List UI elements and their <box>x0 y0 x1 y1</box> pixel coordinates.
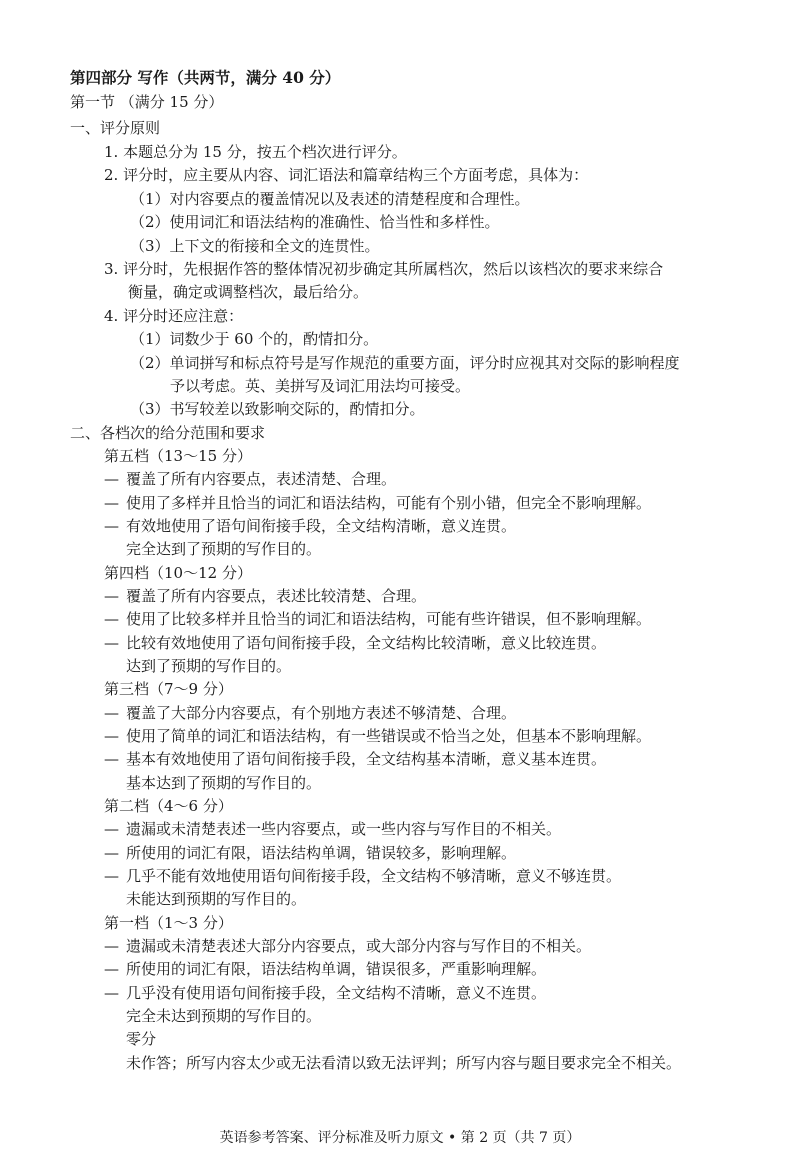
bullet-text: 所使用的词汇有限，语法结构单调，错误很多，严重影响理解。 <box>126 960 547 978</box>
bullet-text: 使用了比较多样并且恰当的词汇和语法结构，可能有些许错误，但不影响理解。 <box>126 610 652 628</box>
principles-heading: 一、评分原则 <box>70 119 161 137</box>
level-5-bullet-3 <box>104 515 516 537</box>
level-2-heading: 第二档（4～6 分） <box>104 797 233 815</box>
level-1-bullet-1 <box>104 935 591 957</box>
dash-marker: — <box>104 494 119 512</box>
level-4-bullet-1 <box>104 585 426 607</box>
bullet-text: 几乎不能有效地使用语句间衔接手段，全文结构不够清晰，意义不够连贯。 <box>126 867 622 885</box>
dash-marker: — <box>104 704 119 722</box>
bullet-text: 几乎没有使用语句间衔接手段，全文结构不清晰，意义不连贯。 <box>126 984 547 1002</box>
bullet-text: 使用了简单的词汇和语法结构，有一些错误或不恰当之处，但基本不影响理解。 <box>126 727 652 745</box>
dash-marker: — <box>104 960 119 978</box>
bullet-text: 基本有效地使用了语句间衔接手段，全文结构基本清晰，意义基本连贯。 <box>126 750 607 768</box>
level-4-heading: 第四档（10～12 分） <box>104 564 252 582</box>
level-5-result: 完全达到了预期的写作目的。 <box>126 540 322 558</box>
level-1-bullet-2 <box>104 958 546 980</box>
level-1-heading: 第一档（1～3 分） <box>104 914 233 932</box>
level-zero-heading: 零分 <box>126 1030 157 1048</box>
bullet-text: 所使用的词汇有限，语法结构单调，错误较多，影响理解。 <box>126 844 517 862</box>
principle-item-4: 4. 评分时还应注意： <box>104 307 244 325</box>
section-heading: 第一节 （满分 15 分） <box>70 93 224 111</box>
level-2-bullet-1 <box>104 818 561 840</box>
dash-marker: — <box>104 750 119 768</box>
dash-marker: — <box>104 517 119 535</box>
level-zero-desc: 未作答；所写内容太少或无法看清以致无法评判；所写内容与题目要求完全不相关。 <box>126 1054 682 1072</box>
principle-item-4-sub-2-cont: 予以考虑。英、美拼写及词汇用法均可接受。 <box>170 377 471 395</box>
level-5-bullet-2 <box>104 492 651 514</box>
level-4-bullet-3 <box>104 632 606 654</box>
dash-marker: — <box>104 937 119 955</box>
dash-marker: — <box>104 610 119 628</box>
level-5-bullet-1 <box>104 468 396 490</box>
dash-marker: — <box>104 844 119 862</box>
level-2-bullet-3 <box>104 865 621 887</box>
level-1-result: 完全未达到预期的写作目的。 <box>126 1007 322 1025</box>
bullet-text: 覆盖了所有内容要点，表述比较清楚、合理。 <box>126 587 427 605</box>
bullet-text: 有效地使用了语句间衔接手段，全文结构清晰，意义连贯。 <box>126 517 517 535</box>
bullet-text: 遗漏或未清楚表述一些内容要点，或一些内容与写作目的不相关。 <box>126 820 562 838</box>
principle-item-2-sub-3: （3）上下文的衔接和全文的连贯性。 <box>130 237 380 255</box>
bullet-text: 覆盖了所有内容要点，表述清楚、合理。 <box>126 470 397 488</box>
dash-marker: — <box>104 634 119 652</box>
principle-item-1: 1. 本题总分为 15 分，按五个档次进行评分。 <box>104 143 407 161</box>
level-3-bullet-2 <box>104 725 651 747</box>
dash-marker: — <box>104 470 119 488</box>
bullet-text: 覆盖了大部分内容要点，有个别地方表述不够清楚、合理。 <box>126 704 517 722</box>
bullet-text: 使用了多样并且恰当的词汇和语法结构，可能有个别小错，但完全不影响理解。 <box>126 494 652 512</box>
level-2-result: 未能达到预期的写作目的。 <box>126 890 307 908</box>
principle-item-4-sub-2: （2）单词拼写和标点符号是写作规范的重要方面，评分时应视其对交际的影响程度 <box>130 354 680 372</box>
part-title: 第四部分 写作（共两节，满分 40 分） <box>70 68 341 87</box>
principle-item-3: 3. 评分时，先根据作答的整体情况初步确定其所属档次，然后以该档次的要求来综合 <box>104 260 664 278</box>
dash-marker: — <box>104 820 119 838</box>
level-3-result: 基本达到了预期的写作目的。 <box>126 774 322 792</box>
dash-marker: — <box>104 984 119 1002</box>
principle-item-3-cont: 衡量，确定或调整档次，最后给分。 <box>128 283 369 301</box>
principle-item-2-sub-2: （2）使用词汇和语法结构的准确性、恰当性和多样性。 <box>130 213 500 231</box>
principle-item-2-sub-1: （1）对内容要点的覆盖情况以及表述的清楚程度和合理性。 <box>130 190 530 208</box>
dash-marker: — <box>104 587 119 605</box>
level-4-result: 达到了预期的写作目的。 <box>126 657 292 675</box>
level-2-bullet-2 <box>104 842 516 864</box>
dash-marker: — <box>104 867 119 885</box>
levels-heading: 二、各档次的给分范围和要求 <box>70 424 266 442</box>
level-4-bullet-2 <box>104 608 651 630</box>
principle-item-4-sub-3: （3）书写较差以致影响交际的，酌情扣分。 <box>130 400 425 418</box>
level-3-heading: 第三档（7～9 分） <box>104 680 233 698</box>
page-footer: 英语参考答案、评分标准及听力原文 • 第 2 页（共 7 页） <box>219 1130 581 1146</box>
bullet-text: 遗漏或未清楚表述大部分内容要点，或大部分内容与写作目的不相关。 <box>126 937 592 955</box>
level-5-heading: 第五档（13～15 分） <box>104 447 252 465</box>
dash-marker: — <box>104 727 119 745</box>
principle-item-4-sub-1: （1）词数少于 60 个的，酌情扣分。 <box>130 330 379 348</box>
principle-item-2: 2. 评分时，应主要从内容、词汇语法和篇章结构三个方面考虑，具体为： <box>104 166 589 184</box>
level-3-bullet-1 <box>104 702 516 724</box>
level-1-bullet-3 <box>104 982 546 1004</box>
level-3-bullet-3 <box>104 748 606 770</box>
bullet-text: 比较有效地使用了语句间衔接手段，全文结构比较清晰，意义比较连贯。 <box>126 634 607 652</box>
